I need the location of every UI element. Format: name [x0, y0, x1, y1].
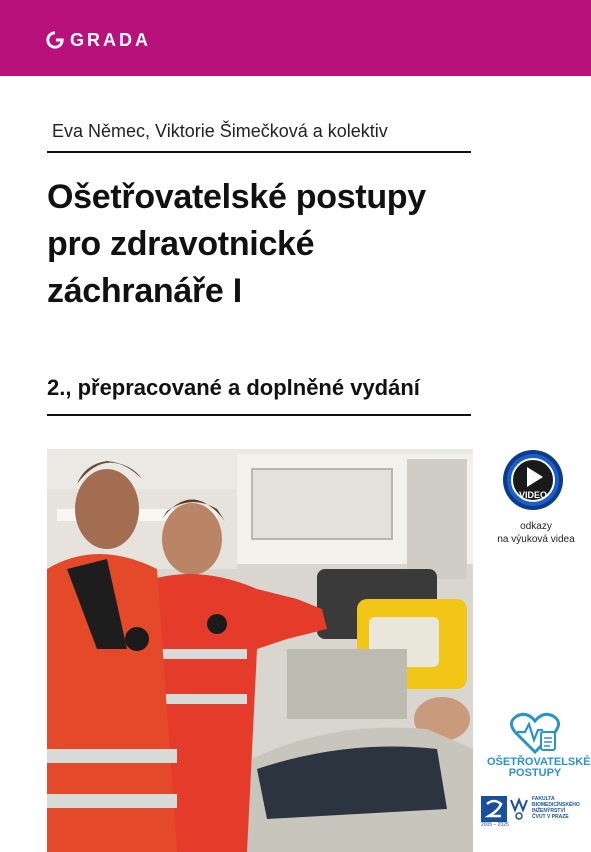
- faculty-name-line: INŽENÝRSTVÍ: [532, 808, 566, 814]
- faculty-mark-icon: [481, 796, 529, 822]
- faculty-name-line: FAKULTA: [532, 796, 555, 802]
- faculty-name-line: ČVUT V PRAZE: [532, 814, 569, 820]
- publisher-name: GRADA: [70, 30, 151, 50]
- video-play-icon: [502, 449, 564, 511]
- ambulance-scene-illustration: [47, 449, 473, 852]
- book-authors: Eva Němec, Viktorie Šimečková a kolektiv: [52, 121, 388, 141]
- series-logo: [487, 712, 591, 779]
- publisher-logo: [46, 30, 151, 50]
- series-name-line: OŠETŘOVATELSKÉ: [487, 756, 591, 768]
- title-line: záchranáře I: [47, 272, 242, 310]
- divider-bottom: [47, 414, 471, 416]
- video-note-line: na výuková videa: [497, 534, 575, 545]
- cover-photo: [47, 449, 473, 852]
- faculty-name: [532, 796, 580, 820]
- divider-top: [47, 151, 471, 153]
- title-line: Ošetřovatelské postupy: [47, 178, 426, 216]
- faculty-years: 2005 – 2025: [481, 822, 509, 828]
- series-name: [487, 756, 591, 779]
- heart-clipboard-icon: [509, 712, 561, 754]
- video-note: [486, 520, 586, 546]
- title-line: pro zdravotnické: [47, 225, 315, 263]
- video-note-line: odkazy: [520, 521, 552, 532]
- grada-mark-icon: [46, 31, 64, 49]
- book-edition: 2., přepracované a doplněné vydání: [47, 375, 420, 400]
- video-badge-label: VIDEO: [518, 490, 548, 500]
- faculty-name-line: BIOMEDICÍNSKÉHO: [532, 802, 580, 808]
- book-title: [47, 174, 487, 315]
- series-name-line: POSTUPY: [508, 767, 562, 779]
- publisher-band: [0, 0, 591, 76]
